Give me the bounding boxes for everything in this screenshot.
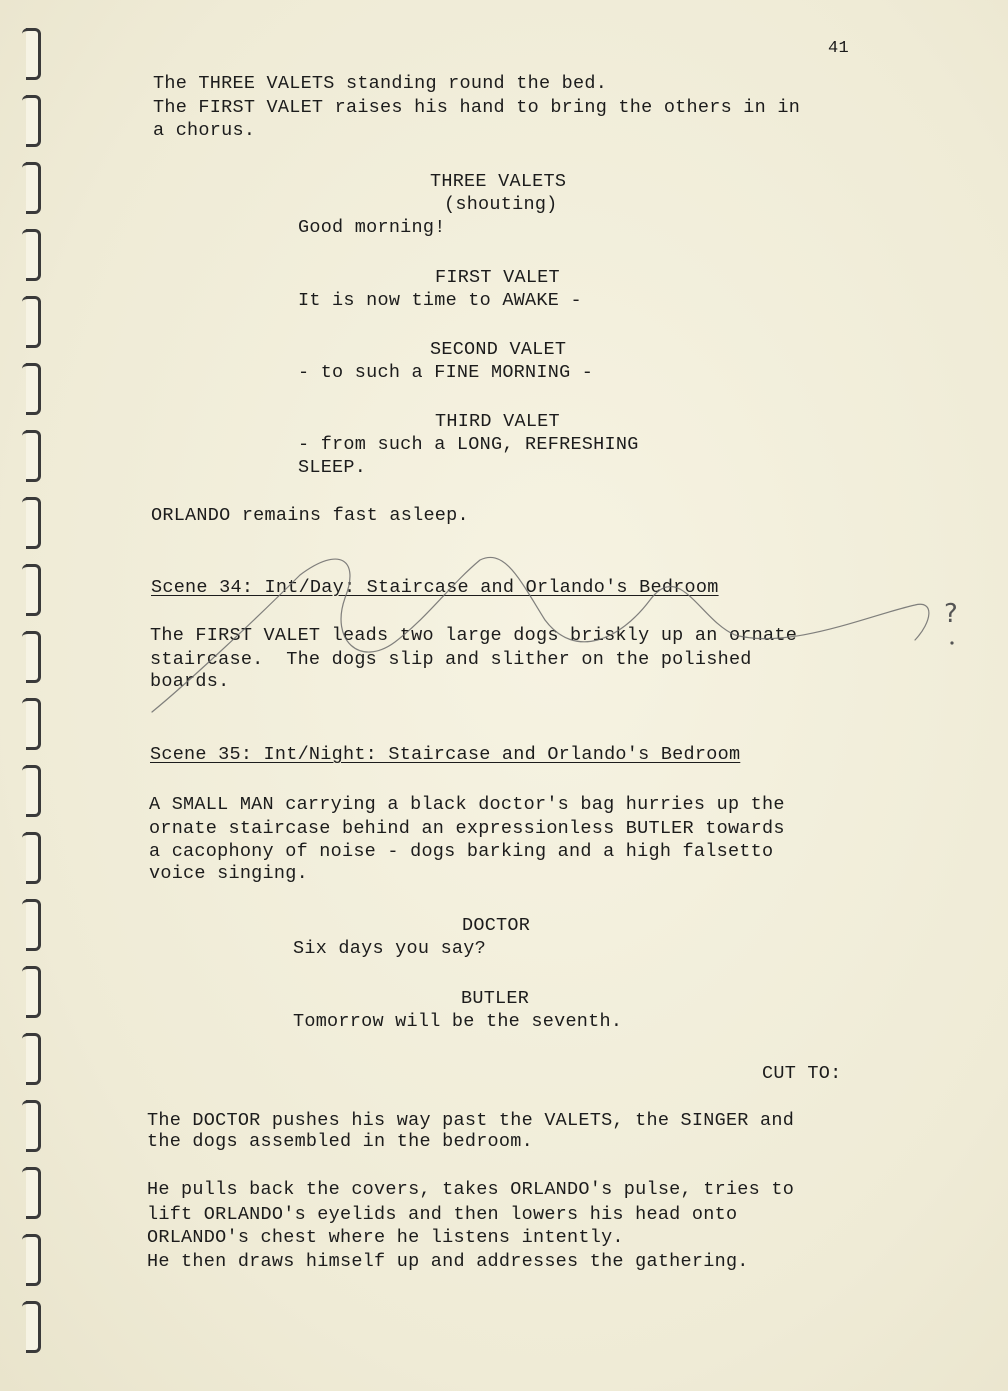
dialogue-line: - from such a LONG, REFRESHING	[298, 434, 639, 455]
dialogue-line: Tomorrow will be the seventh.	[293, 1011, 623, 1032]
action-line: a cacophony of noise - dogs barking and a high falsetto	[149, 841, 774, 862]
dialogue-line: It is now time to AWAKE -	[298, 290, 582, 311]
parenthetical: (shouting)	[444, 194, 558, 215]
action-line: boards.	[150, 671, 230, 692]
action-line: staircase. The dogs slip and slither on the polished	[150, 649, 752, 670]
action-line: He then draws himself up and addresses the gathering.	[147, 1251, 749, 1272]
action-line: He pulls back the covers, takes ORLANDO's pulse, tries to	[147, 1179, 795, 1200]
scene-heading: Scene 34: Int/Day: Staircase and Orlando's Bedroom	[151, 577, 719, 598]
action-line: The THREE VALETS standing round the bed.	[153, 73, 608, 94]
character-name: BUTLER	[461, 988, 530, 1009]
character-name: FIRST VALET	[435, 267, 560, 288]
character-name: THREE VALETS	[430, 171, 567, 192]
character-name: THIRD VALET	[435, 411, 560, 432]
action-line: a chorus.	[153, 120, 256, 141]
transition: CUT TO:	[762, 1063, 842, 1084]
dialogue-line: SLEEP.	[298, 457, 367, 478]
action-line: The FIRST VALET raises his hand to bring the others in in	[153, 97, 801, 118]
action-line: ORLANDO remains fast asleep.	[151, 505, 469, 526]
action-line: voice singing.	[149, 863, 308, 884]
scene-heading: Scene 35: Int/Night: Staircase and Orlando's Bedroom	[150, 744, 741, 765]
action-line: ORLANDO's chest where he listens intently.	[147, 1227, 624, 1248]
dialogue-line: - to such a FINE MORNING -	[298, 362, 594, 383]
action-line: the dogs assembled in the bedroom.	[147, 1131, 533, 1152]
dialogue-line: Six days you say?	[293, 938, 486, 959]
action-line: ornate staircase behind an expressionless BUTLER towards	[149, 818, 785, 839]
character-name: SECOND VALET	[430, 339, 567, 360]
character-name: DOCTOR	[462, 915, 531, 936]
margin-question-mark: ?	[944, 599, 958, 629]
action-line: The DOCTOR pushes his way past the VALETS, the SINGER and	[147, 1110, 795, 1131]
action-line: lift ORLANDO's eyelids and then lowers his head onto	[147, 1204, 738, 1225]
action-line: The FIRST VALET leads two large dogs briskly up an ornate	[150, 625, 798, 646]
dialogue-line: Good morning!	[298, 217, 446, 238]
action-line: A SMALL MAN carrying a black doctor's bag hurries up the	[149, 794, 785, 815]
page-number: 41	[828, 39, 849, 58]
